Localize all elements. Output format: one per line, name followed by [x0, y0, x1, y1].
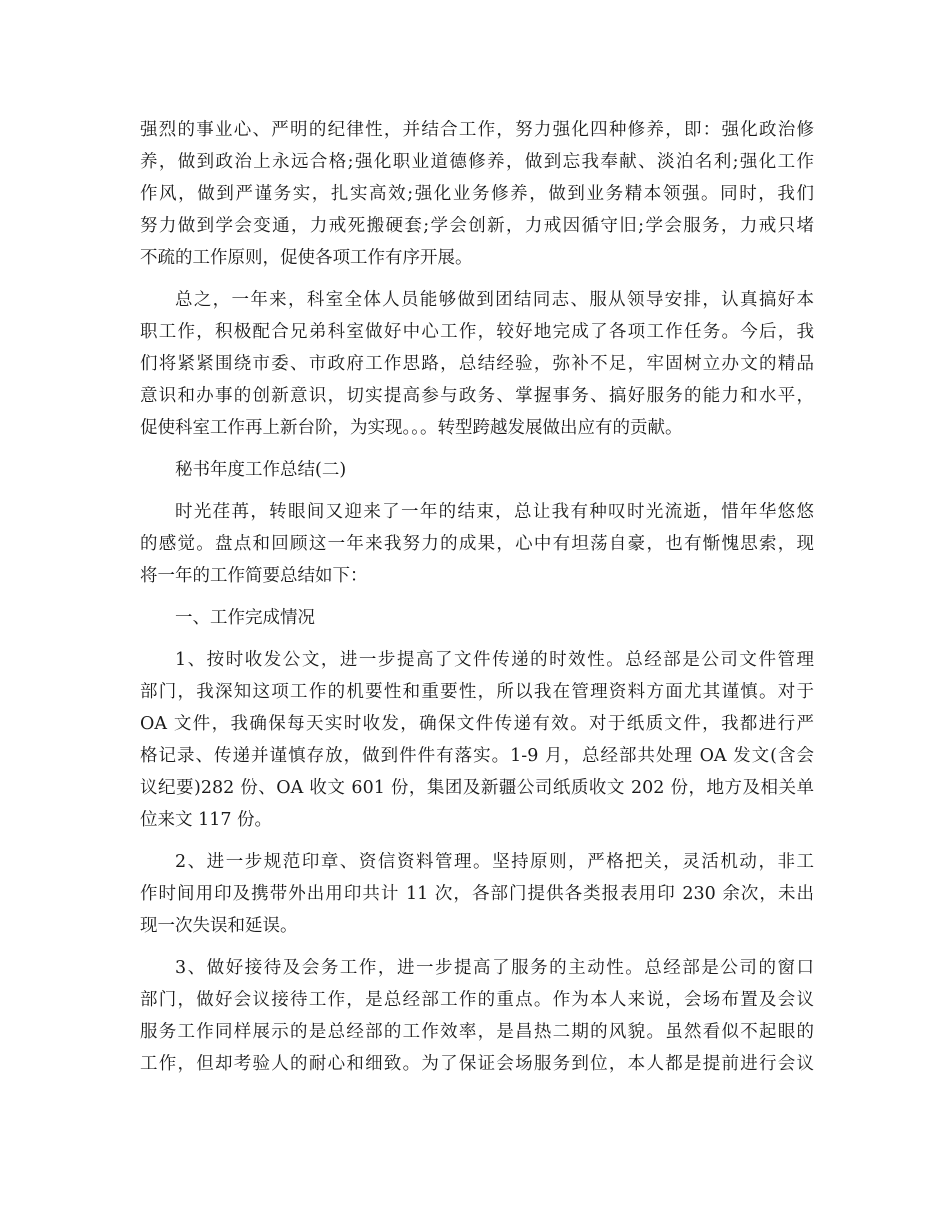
text-line: 服务工作同样展示的是总经部的工作效率，是昌热二期的风貌。虽然看似不起眼的 [140, 1022, 814, 1042]
text-line: 时光荏苒，转眼间又迎来了一年的结束，总让我有种叹时光流逝，惜年华悠悠 [175, 502, 814, 522]
text-line: 位来文 117 份。 [140, 810, 273, 830]
heading-line: 一、工作完成情况 [175, 608, 315, 628]
text-line: 将一年的工作简要总结如下： [140, 566, 368, 586]
text-line: 议纪要)282 份、OA 收文 601 份，集团及新疆公司纸质收文 202 份，地方及相关单 [140, 778, 814, 798]
text-line: 职工作，积极配合兄弟科室做好中心工作，较好地完成了各项工作任务。今后，我 [140, 322, 814, 342]
document-body [140, 114, 814, 1080]
text-line: 格记录、传递并谨慎存放，做到件件有落实。1-9 月，总经部共处理 OA 发文(含会 [140, 746, 814, 766]
paragraph [140, 114, 814, 274]
text-line: 2、进一步规范印章、资信资料管理。坚持原则，严格把关，灵活机动，非工 [175, 852, 814, 872]
paragraph [140, 644, 814, 836]
text-line: 们将紧紧围绕市委、市政府工作思路，总结经验，弥补不足，牢固树立办文的精品 [140, 354, 814, 374]
heading-line: 秘书年度工作总结(二) [175, 460, 347, 480]
text-line: 总之，一年来，科室全体人员能够做到团结同志、服从领导安排，认真搞好本 [175, 290, 814, 310]
paragraph [140, 846, 814, 942]
paragraph [140, 952, 814, 1080]
text-line: 作时间用印及携带外出用印共计 11 次，各部门提供各类报表用印 230 余次，未出 [140, 884, 814, 904]
text-line: 工作，但却考验人的耐心和细致。为了保证会场服务到位，本人都是提前进行会议 [140, 1054, 814, 1074]
subsection-heading [140, 602, 814, 634]
text-line: 作风，做到严谨务实，扎实高效;强化业务修养，做到业务精本领强。同时，我们 [140, 184, 814, 204]
text-line: 不疏的工作原则，促使各项工作有序开展。 [140, 248, 473, 268]
paragraph [140, 496, 814, 592]
text-line: 促使科室工作再上新台阶，为实现。。。转型跨越发展做出应有的贡献。 [140, 418, 683, 438]
text-line: 的感觉。盘点和回顾这一年来我努力的成果，心中有坦荡自豪，也有惭愧思索，现 [140, 534, 814, 554]
text-line: 1、按时收发公文，进一步提高了文件传递的时效性。总经部是公司文件管理 [175, 650, 814, 670]
text-line: OA 文件，我确保每天实时收发，确保文件传递有效。对于纸质文件，我都进行严 [140, 714, 814, 734]
text-line: 养，做到政治上永远合格;强化职业道德修养，做到忘我奉献、淡泊名利;强化工作 [140, 152, 814, 172]
section-heading [140, 454, 814, 486]
text-line: 现一次失误和延误。 [140, 916, 298, 936]
text-line: 3、做好接待及会务工作，进一步提高了服务的主动性。总经部是公司的窗口 [175, 958, 814, 978]
text-line: 部门，我深知这项工作的机要性和重要性，所以我在管理资料方面尤其谨慎。对于 [140, 682, 814, 702]
text-line: 意识和办事的创新意识，切实提高参与政务、掌握事务、搞好服务的能力和水平， [140, 386, 814, 406]
paragraph [140, 284, 814, 444]
text-line: 部门，做好会议接待工作，是总经部工作的重点。作为本人来说，会场布置及会议 [140, 990, 814, 1010]
text-line: 强烈的事业心、严明的纪律性，并结合工作，努力强化四种修养，即：强化政治修 [140, 120, 814, 140]
text-line: 努力做到学会变通，力戒死搬硬套;学会创新，力戒因循守旧;学会服务，力戒只堵 [140, 216, 814, 236]
